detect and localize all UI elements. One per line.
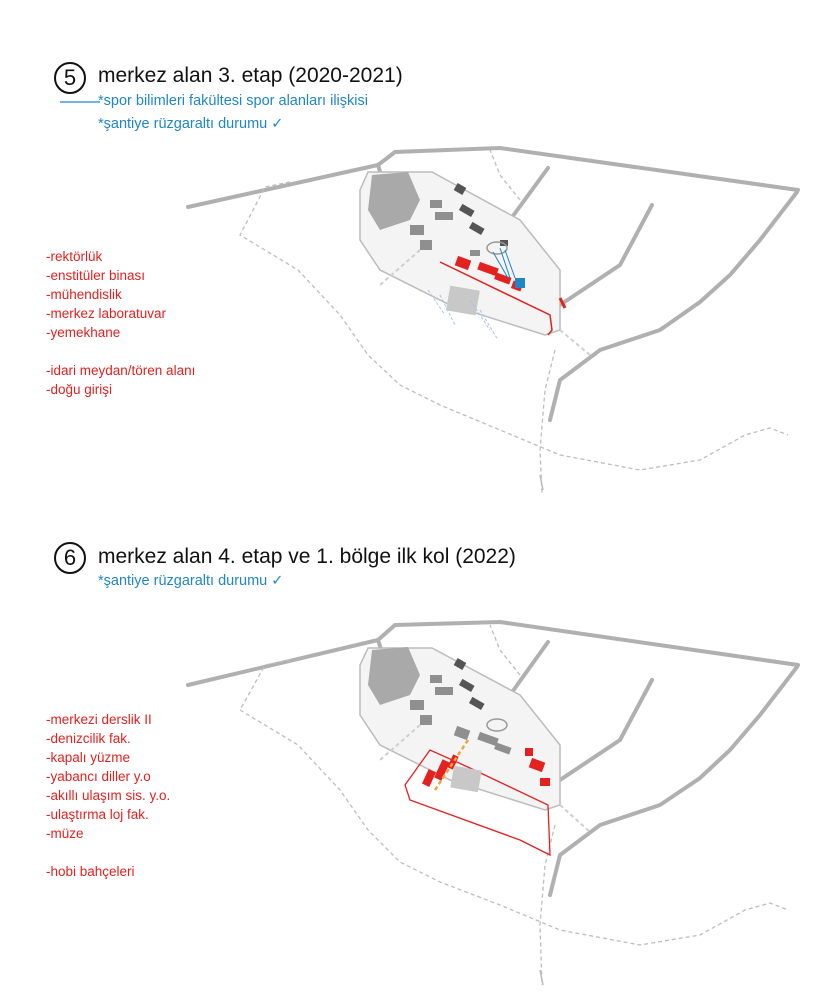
list-item: -hobi bahçeleri — [46, 864, 135, 879]
list-item: -rektörlük — [46, 249, 103, 264]
checkmark-icon: ✓ — [271, 116, 284, 132]
legend-line-icon — [58, 96, 102, 106]
step-number-5: 5 — [54, 62, 86, 94]
section6-note-1: *şantiye rüzgaraltı durumu ✓ — [98, 573, 284, 589]
section5-note-2: *şantiye rüzgaraltı durumu ✓ — [98, 116, 284, 132]
checkmark-icon: ✓ — [271, 573, 284, 589]
list-item: -doğu girişi — [46, 382, 113, 397]
step-number-6: 6 — [54, 542, 86, 574]
list-item: -merkez laboratuvar — [46, 306, 167, 321]
list-item: -merkezi derslik II — [46, 712, 152, 727]
campus-map-6 — [0, 600, 831, 995]
list-item: -yabancı diller y.o — [46, 769, 151, 784]
campus-map-5 — [0, 130, 831, 510]
section5-note-1: *spor bilimleri fakültesi spor alanları ilişkisi — [98, 93, 368, 109]
list-item: -müze — [46, 826, 84, 841]
list-item: -akıllı ulaşım sis. y.o. — [46, 788, 171, 803]
list-item: -denizcilik fak. — [46, 731, 131, 746]
section5-title: merkez alan 3. etap (2020-2021) — [98, 64, 403, 87]
list-item: -ulaştırma loj fak. — [46, 807, 149, 822]
list-item: -mühendislik — [46, 287, 122, 302]
section6-title: merkez alan 4. etap ve 1. bölge ilk kol (2022) — [98, 545, 516, 568]
list-item: -enstitüler binası — [46, 268, 146, 283]
list-item: -kapalı yüzme — [46, 750, 131, 765]
list-item: -idari meydan/tören alanı — [46, 363, 196, 378]
list-item: -yemekhane — [46, 325, 121, 340]
